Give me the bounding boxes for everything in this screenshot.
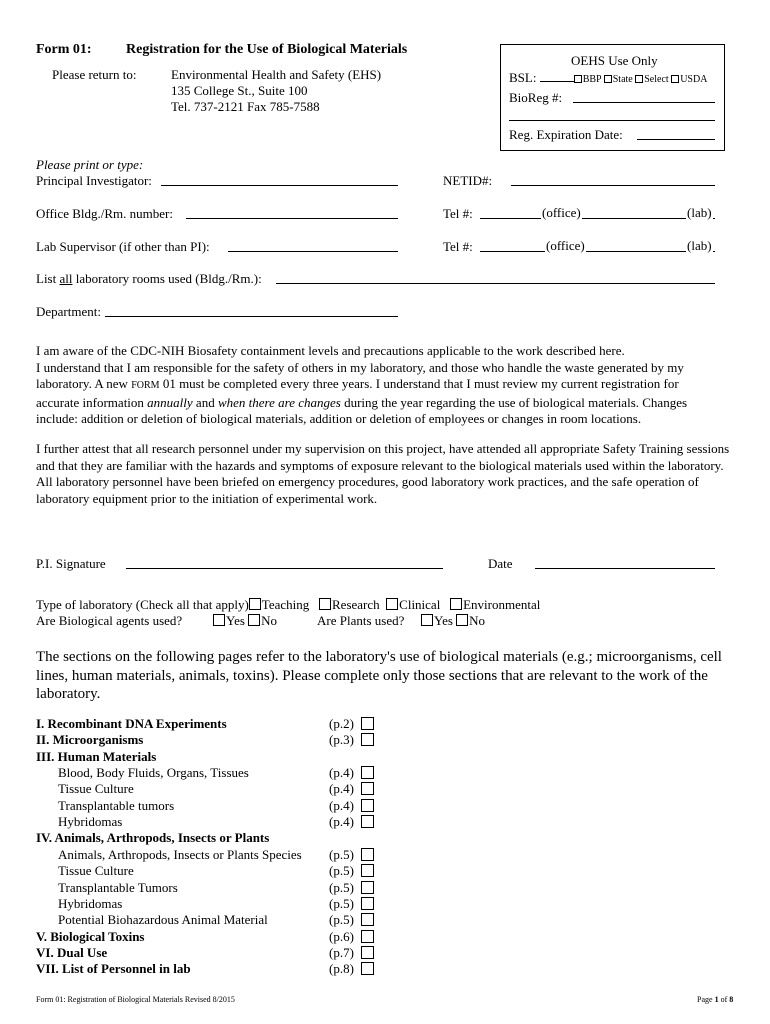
section-checkbox[interactable] xyxy=(361,799,374,812)
sections-intro: The sections on the following pages refer to the laboratory's use of biological materials (e.g.; microorganisms, cell lines, human materials, animals, toxins). Please complete only those sections that are relevant to the work of the laboratory. xyxy=(36,649,722,702)
section-checkbox[interactable] xyxy=(361,881,374,894)
research-checkbox[interactable] xyxy=(319,598,331,610)
section-checkbox[interactable] xyxy=(361,946,374,959)
pi-input[interactable] xyxy=(161,185,398,186)
section-label: I. Recombinant DNA Experiments xyxy=(36,716,227,731)
section-page-ref: (p.6) xyxy=(329,928,354,944)
footer-form-label: Form 01: Registration of Biological Materials Revised 8/2015 xyxy=(36,995,235,1004)
select-label: Select xyxy=(644,74,669,85)
expiration-input[interactable] xyxy=(637,139,715,140)
page-current: 1 xyxy=(714,995,719,1004)
bsl-input[interactable] xyxy=(540,71,574,82)
department-input[interactable] xyxy=(105,316,398,317)
section-page-ref: (p.4) xyxy=(329,814,354,830)
supervisor-tel-input[interactable] xyxy=(480,251,715,252)
clinical-label: Clinical xyxy=(399,597,441,612)
bsl-row xyxy=(509,70,707,86)
office-label: Office Bldg./Rm. number: xyxy=(36,206,173,221)
bio-agents-no-checkbox[interactable] xyxy=(248,614,260,626)
plants-no-checkbox[interactable] xyxy=(456,614,468,626)
pi-label: Principal Investigator: xyxy=(36,173,152,188)
section-label: VII. List of Personnel in lab xyxy=(36,961,191,977)
section-label: IV. Animals, Arthropods, Insects or Plants xyxy=(36,830,270,846)
section-page-ref: (p.2) xyxy=(329,716,354,731)
statement-text: 01 must be completed every three years. I understand that I must review my current registration for xyxy=(159,376,679,392)
teaching-label: Teaching xyxy=(261,597,310,612)
bio-agents-options xyxy=(213,613,277,629)
page-total: 8 xyxy=(729,995,734,1004)
date-label: Date xyxy=(488,556,513,571)
rooms-label-all: all xyxy=(59,271,73,286)
section-checkbox[interactable] xyxy=(361,848,374,861)
section-label: III. Human Materials xyxy=(36,748,157,764)
section-checkbox[interactable] xyxy=(361,930,374,943)
section-checkbox[interactable] xyxy=(361,815,374,828)
expiration-label: Reg. Expiration Date: xyxy=(509,127,623,142)
return-label: Please return to: xyxy=(52,67,137,82)
no-label: No xyxy=(261,613,278,628)
section-label: Tissue Culture xyxy=(58,781,134,797)
annually-text: annually xyxy=(147,394,193,410)
awareness-statement xyxy=(36,343,736,428)
yes-label: Yes xyxy=(226,613,245,628)
print-note: Please print or type: xyxy=(36,157,144,172)
netid-label: NETID#: xyxy=(443,173,493,188)
statement-line: I understand that I am responsible for the safety of others in my laboratory, and those who handle the waste generated by my xyxy=(36,359,684,375)
research-label: Research xyxy=(332,597,380,612)
section-checkbox[interactable] xyxy=(361,897,374,910)
tel-lab-suffix: (lab) xyxy=(687,238,712,253)
pi-signature-input[interactable] xyxy=(126,568,443,569)
page-of: of xyxy=(718,995,730,1004)
section-label: V. Biological Toxins xyxy=(36,928,145,944)
form-number: Form 01: xyxy=(36,42,92,57)
oehs-use-only-box xyxy=(500,44,725,151)
address-line: 135 College St., Suite 100 xyxy=(171,83,308,98)
bbp-checkbox[interactable] xyxy=(574,75,582,83)
oehs-extra-line[interactable] xyxy=(509,120,715,121)
section-label: VI. Dual Use xyxy=(36,944,108,960)
section-label: Potential Biohazardous Animal Material xyxy=(58,912,268,928)
no-label: No xyxy=(469,613,486,628)
bio-agents-yes-checkbox[interactable] xyxy=(213,614,225,626)
environmental-label: Environmental xyxy=(463,597,541,612)
rooms-label xyxy=(36,271,262,287)
section-label: Transplantable Tumors xyxy=(58,879,178,895)
environmental-checkbox[interactable] xyxy=(450,598,462,610)
section-page-ref: (p.5) xyxy=(329,879,354,895)
office-input[interactable] xyxy=(186,218,398,219)
pi-signature-label: P.I. Signature xyxy=(36,556,106,571)
tel-lab-suffix: (lab) xyxy=(687,205,712,220)
section-label: Hybridomas xyxy=(58,895,123,911)
address-line: Tel. 737-2121 Fax 785-7588 xyxy=(171,99,320,114)
bsl-label: BSL: xyxy=(509,70,537,85)
section-label: Animals, Arthropods, Insects or Plants Species xyxy=(58,846,302,862)
rooms-label-pre: List xyxy=(36,271,60,286)
section-page-ref: (p.5) xyxy=(329,895,354,911)
plants-options xyxy=(421,613,485,629)
yes-label: Yes xyxy=(434,613,453,628)
footer-page-number xyxy=(697,995,733,1005)
rooms-label-post: laboratory rooms used (Bldg./Rm.): xyxy=(72,271,262,286)
section-label: Blood, Body Fluids, Organs, Tissues xyxy=(58,765,249,781)
section-page-ref: (p.3) xyxy=(329,732,354,748)
statement-text: accurate information xyxy=(36,394,148,410)
supervisor-label: Lab Supervisor (if other than PI): xyxy=(36,239,210,254)
statement-line xyxy=(36,395,736,412)
lab-type-row xyxy=(36,597,540,613)
clinical-checkbox[interactable] xyxy=(386,598,398,610)
statement-text: laboratory. A new xyxy=(36,376,132,392)
section-checkbox[interactable] xyxy=(361,962,374,975)
bio-agents-label: Are Biological agents used? xyxy=(36,613,183,628)
section-label: Transplantable tumors xyxy=(58,797,175,813)
statement-text: and xyxy=(192,394,218,410)
changes-text: when there are changes xyxy=(217,394,341,410)
tel-label: Tel #: xyxy=(443,239,473,254)
rooms-input[interactable] xyxy=(276,283,715,284)
bioreg-input[interactable] xyxy=(573,102,715,103)
section-page-ref: (p.4) xyxy=(329,765,354,781)
section-checkbox[interactable] xyxy=(361,913,374,926)
section-label: II. Microorganisms xyxy=(36,732,144,748)
section-page-ref: (p.5) xyxy=(329,863,354,879)
section-checkbox[interactable] xyxy=(361,864,374,877)
form-word: FORM xyxy=(131,380,160,392)
state-checkbox[interactable] xyxy=(604,75,612,83)
section-page-ref: (p.7) xyxy=(329,944,354,960)
address-line: Environmental Health and Safety (EHS) xyxy=(171,67,382,82)
statement-text: during the year regarding the use of biological materials. Changes xyxy=(340,394,688,410)
tel-input[interactable] xyxy=(480,218,715,219)
section-checkbox[interactable] xyxy=(361,766,374,779)
attestation-statement: I further attest that all research personnel under my supervision on this project, have attended all appropriate Safety Training sessions and that they are familiar with the hazards and symptoms of exposure relevant to the biological materials used within the laboratory. All laboratory personnel have been briefed on emergency procedures, good laboratory work practices, and the safe operation of laboratory equipment prior to the initiation of experimental work. xyxy=(36,441,730,506)
page-prefix: Page xyxy=(697,995,715,1004)
section-page-ref: (p.4) xyxy=(329,797,354,813)
section-checkbox[interactable] xyxy=(361,782,374,795)
netid-input[interactable] xyxy=(511,185,715,186)
section-label: Hybridomas xyxy=(58,814,123,830)
state-label: State xyxy=(612,74,633,85)
select-checkbox[interactable] xyxy=(635,75,643,83)
date-input[interactable] xyxy=(535,568,715,569)
plants-label: Are Plants used? xyxy=(317,613,405,628)
supervisor-input[interactable] xyxy=(228,251,398,252)
usda-checkbox[interactable] xyxy=(671,75,679,83)
tel-label: Tel #: xyxy=(443,206,473,221)
teaching-checkbox[interactable] xyxy=(249,598,261,610)
bbp-label: BBP xyxy=(582,74,602,85)
page-title: Registration for the Use of Biological Materials xyxy=(126,42,408,57)
section-label: Tissue Culture xyxy=(58,863,134,879)
section-page-ref: (p.8) xyxy=(329,961,354,977)
section-checkbox[interactable] xyxy=(361,733,374,746)
statement-line: I am aware of the CDC-NIH Biosafety containment levels and precautions applicable to the work described here. xyxy=(36,343,625,358)
section-checkbox[interactable] xyxy=(361,717,374,730)
plants-yes-checkbox[interactable] xyxy=(421,614,433,626)
section-page-ref: (p.5) xyxy=(329,846,354,862)
statement-line: include: addition or deletion of biological materials, addition or deletion of employees or changes in room locations. xyxy=(36,411,642,427)
tel-office-suffix: (office) xyxy=(546,238,585,253)
tel-office-suffix: (office) xyxy=(542,205,581,220)
lab-type-label: Type of laboratory (Check all that apply) xyxy=(36,597,249,612)
bioreg-label: BioReg #: xyxy=(509,90,563,105)
usda-label: USDA xyxy=(680,74,708,85)
section-page-ref: (p.4) xyxy=(329,781,354,797)
section-page-ref: (p.5) xyxy=(329,912,354,928)
statement-line xyxy=(36,376,736,395)
oehs-title: OEHS Use Only xyxy=(571,53,658,68)
department-label: Department: xyxy=(36,304,101,319)
